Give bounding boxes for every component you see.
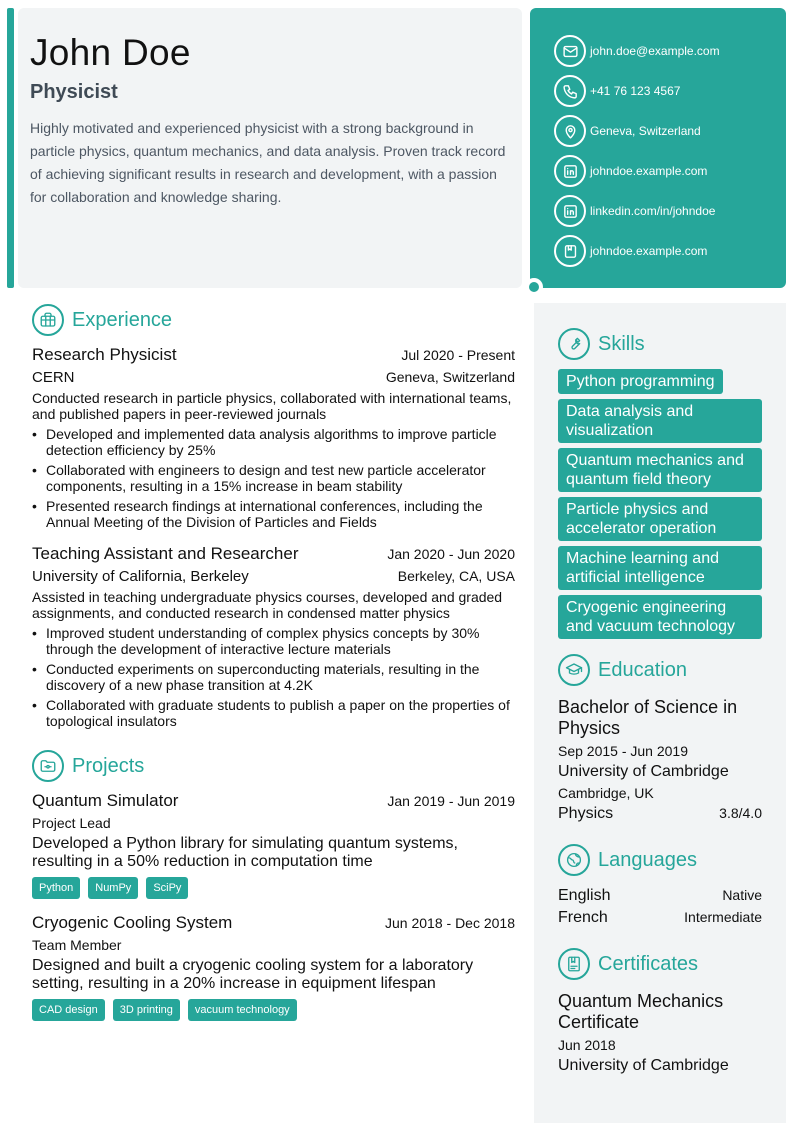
- education-title: Education: [598, 658, 687, 681]
- education-degree: Bachelor of Science in Physics: [558, 697, 738, 738]
- sidebar: [534, 303, 786, 1123]
- certificates-title: Certificates: [598, 952, 699, 975]
- profile-summary: Highly motivated and experienced physicist with a strong background in particle physics, quantum mechanics, and data analysis. Proven track record of achieving significant results in research and development, with a passion for collaboration and knowledge sharing.: [30, 120, 506, 205]
- experience-heading: [32, 303, 515, 337]
- certificate-issuer: University of Cambridge: [558, 1057, 729, 1074]
- education-institution: University of Cambridge: [558, 763, 729, 780]
- contact-profile-link[interactable]: [554, 151, 786, 191]
- project-description: Designed and built a cryogenic cooling system for a laboratory setting, resulting in a 20% increase in equipment lifespan: [32, 957, 474, 992]
- list-item: • Presented research findings at international conferences, including the Annual Meeting of the Division of Particles and Fields: [32, 498, 515, 530]
- education-location: Cambridge, UK: [558, 785, 654, 801]
- phone-icon: [554, 75, 586, 107]
- list-item: • Collaborated with graduate students to publish a paper on the properties of topological insulators: [32, 697, 515, 729]
- language-level: Native: [722, 887, 762, 903]
- projects-title: Projects: [72, 754, 145, 777]
- tag-badge: NumPy: [88, 877, 138, 899]
- projects-heading: [32, 749, 515, 783]
- contact-location: [554, 111, 786, 151]
- tag-badge: SciPy: [146, 877, 188, 899]
- skill-badge: Python programming: [558, 369, 723, 394]
- job-bullets: [32, 426, 515, 530]
- certificate-icon: [558, 948, 590, 980]
- contact-linkedin-text: linkedin.com/in/johndoe: [590, 204, 716, 218]
- folder-icon: [32, 750, 64, 782]
- contact-email[interactable]: [554, 31, 786, 71]
- linkedin-icon: [554, 195, 586, 227]
- website-icon: [554, 235, 586, 267]
- list-item: • Improved student understanding of complex physics concepts by 30% through the development of interactive lecture materials: [32, 625, 515, 657]
- education-heading: [558, 653, 762, 687]
- location-icon: [554, 115, 586, 147]
- language-row: [558, 887, 762, 905]
- job-summary: Assisted in teaching undergraduate physics courses, developed and graded assignments, and conducted research in condensed matter physics: [32, 589, 503, 621]
- person-title: Physicist: [30, 81, 118, 103]
- job-location: Berkeley, CA, USA: [397, 568, 515, 584]
- contact-linkedin-link[interactable]: [554, 191, 786, 231]
- language-name: French: [558, 909, 608, 926]
- languages-heading: [558, 843, 762, 877]
- list-item: • Collaborated with engineers to design and test new particle accelerator components, resulting in a 15% increase in beam stability: [32, 462, 515, 494]
- language-name: English: [558, 887, 611, 904]
- project-role: Team Member: [32, 937, 122, 953]
- job-bullets: [32, 625, 515, 729]
- header-accent-bar: [7, 8, 14, 288]
- contact-profile-text: johndoe.example.com: [590, 164, 708, 178]
- education-date: Sep 2015 - Jun 2019: [558, 743, 688, 759]
- skills-heading: [558, 327, 762, 361]
- tag-badge: Python: [32, 877, 80, 899]
- project-entry: [32, 791, 515, 899]
- project-role: Project Lead: [32, 815, 111, 831]
- tag-badge: CAD design: [32, 999, 105, 1021]
- language-row: [558, 909, 762, 927]
- certificate-date: Jun 2018: [558, 1037, 616, 1053]
- job-location: Geneva, Switzerland: [385, 369, 515, 385]
- email-icon: [554, 35, 586, 67]
- education-gpa: 3.8/4.0: [719, 805, 762, 821]
- language-level: Intermediate: [684, 909, 762, 925]
- job-entry: [32, 345, 515, 530]
- job-entry: [32, 544, 515, 729]
- contact-email-text: john.doe@example.com: [590, 44, 720, 58]
- skills-list: [558, 369, 762, 639]
- list-item: • Developed and implemented data analysis algorithms to improve particle detection efficiency by 25%: [32, 426, 515, 458]
- tag-badge: vacuum technology: [188, 999, 297, 1021]
- certificates-heading: [558, 947, 762, 981]
- list-item: • Conducted experiments on superconducting materials, resulting in the discovery of a new phase transition at 4.2K: [32, 661, 515, 693]
- experience-title: Experience: [72, 308, 173, 331]
- job-summary: Conducted research in particle physics, collaborated with international teams, and published papers in peer-reviewed journals: [32, 390, 512, 422]
- project-tags: [32, 999, 515, 1021]
- job-title: Research Physicist: [32, 345, 177, 364]
- header-panel: [18, 8, 522, 288]
- project-title: Cryogenic Cooling System: [32, 913, 233, 932]
- skill-badge: Quantum mechanics and quantum field theory: [558, 448, 762, 492]
- education-field-row: [558, 805, 762, 823]
- main-column: [32, 303, 515, 1021]
- tag-badge: 3D printing: [113, 999, 180, 1021]
- project-entry: [32, 913, 515, 1021]
- contact-website-link[interactable]: [554, 231, 786, 271]
- job-title: Teaching Assistant and Researcher: [32, 544, 299, 563]
- languages-title: Languages: [598, 848, 697, 871]
- project-date: Jan 2019 - Jun 2019: [387, 793, 515, 809]
- contact-panel: [530, 8, 786, 288]
- wrench-icon: [558, 328, 590, 360]
- job-company: University of California, Berkeley: [32, 568, 249, 585]
- project-description: Developed a Python library for simulating quantum systems, resulting in a 50% reduction in computation time: [32, 835, 458, 870]
- education-field: Physics: [558, 805, 614, 822]
- skill-badge: Cryogenic engineering and vacuum technology: [558, 595, 762, 639]
- project-date: Jun 2018 - Dec 2018: [385, 915, 515, 931]
- job-company: CERN: [32, 369, 75, 386]
- job-date: Jul 2020 - Present: [401, 347, 515, 363]
- briefcase-icon: [32, 304, 64, 336]
- project-tags: [32, 877, 515, 899]
- skill-badge: Machine learning and artificial intelligence: [558, 546, 762, 590]
- skills-title: Skills: [598, 332, 645, 355]
- certificate-name: Quantum Mechanics Certificate: [558, 991, 724, 1032]
- contact-location-text: Geneva, Switzerland: [590, 124, 701, 138]
- globe-icon: [558, 844, 590, 876]
- graduation-cap-icon: [558, 654, 590, 686]
- linkedin-icon: [554, 155, 586, 187]
- contact-phone[interactable]: [554, 71, 786, 111]
- job-date: Jan 2020 - Jun 2020: [387, 546, 515, 562]
- timeline-dot: [525, 278, 543, 296]
- project-title: Quantum Simulator: [32, 791, 179, 810]
- skill-badge: Particle physics and accelerator operation: [558, 497, 762, 541]
- person-name: John Doe: [30, 32, 191, 73]
- skill-badge: Data analysis and visualization: [558, 399, 762, 443]
- contact-website-text: johndoe.example.com: [590, 244, 708, 258]
- contact-phone-text: +41 76 123 4567: [590, 84, 681, 98]
